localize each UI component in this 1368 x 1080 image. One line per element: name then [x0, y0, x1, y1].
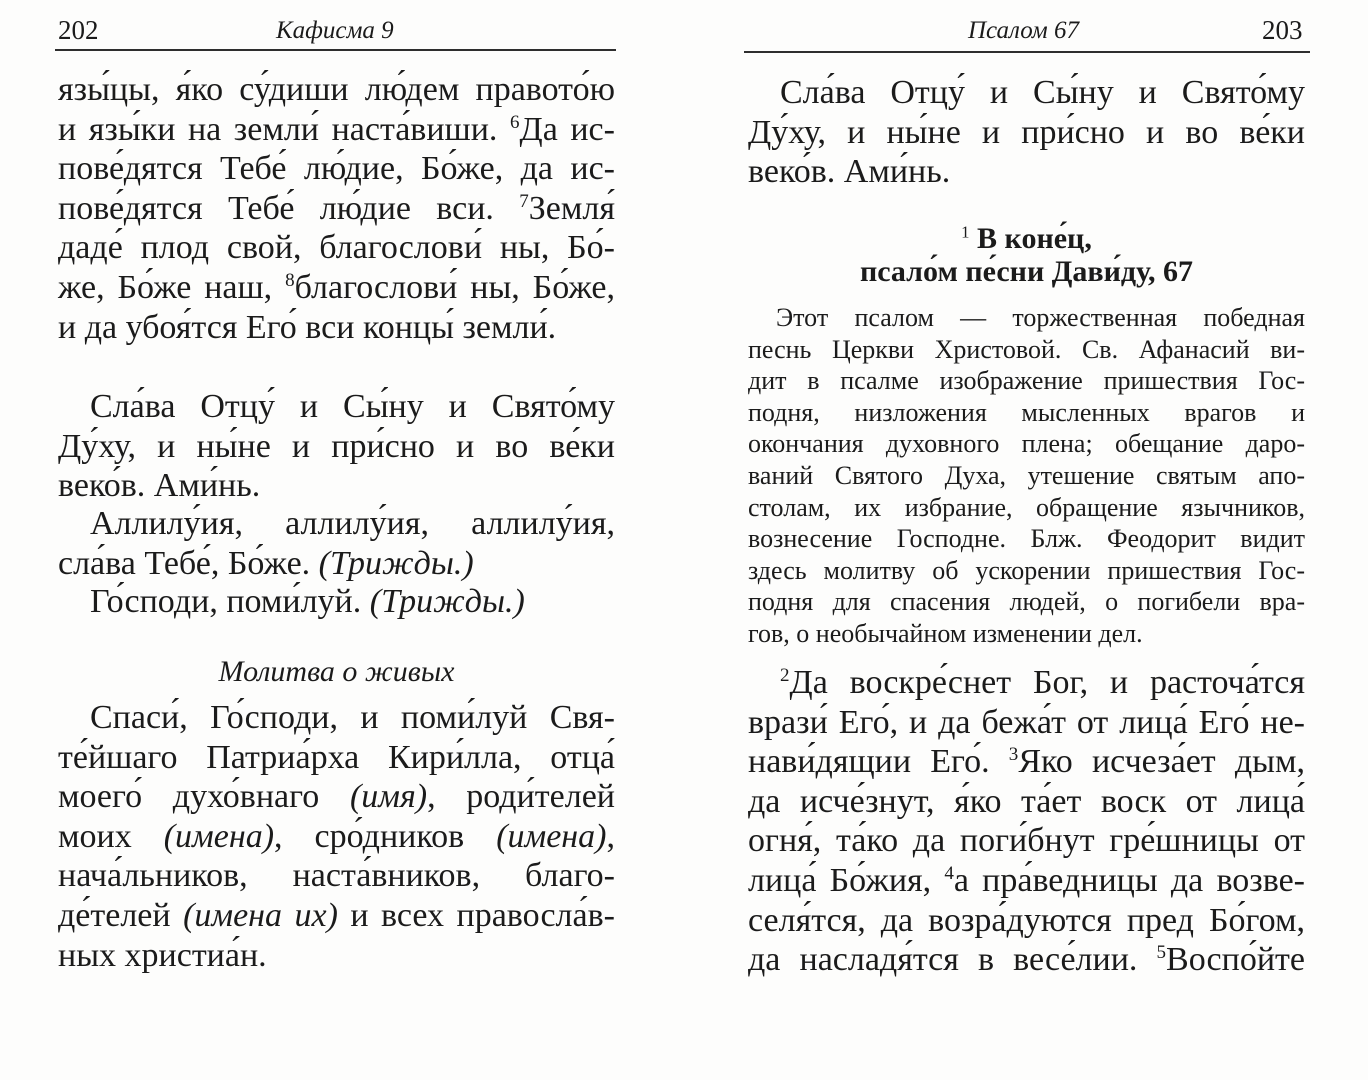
text-segment: Ду́ху, и ны́не и при́сно и во ве́ки [748, 113, 1305, 151]
text-segment: и язы́ки на земли́ наста́виши. [58, 110, 510, 148]
text-line [748, 255, 1305, 288]
text-line [748, 334, 1305, 366]
text-segment: же, Бо́же наш, [58, 268, 286, 306]
doxology-block [748, 73, 1305, 192]
italic-rubric: (имена) [163, 817, 275, 855]
text-segment: врази́ Его́, и да бежа́т от лица́ Его́ не- [748, 703, 1305, 741]
text-segment: Аллилу́ия, аллилу́ия, аллилу́ия, [90, 505, 615, 542]
prayer-title: Молитва о живых [218, 655, 455, 688]
text-segment: селя́тся, да возра́дуются пред Бо́гом, [748, 901, 1305, 939]
text-segment: сла́ва Тебе́, Бо́же. [58, 544, 319, 582]
text-segment: те́йшаго Патриа́рха Кири́лла, отца́ [58, 738, 615, 776]
text-line [58, 70, 615, 110]
page-number: 202 [58, 15, 99, 45]
text-line [748, 703, 1305, 743]
text-segment: Этот псалом — торжественная победная [776, 303, 1305, 332]
text-segment: и всех правосла́в- [337, 896, 615, 934]
text-segment: Сла́ва Отцу́ и Сы́ну и Свято́му [780, 74, 1305, 111]
text-segment: веко́в. Ами́нь. [748, 153, 951, 191]
text-line [748, 742, 1305, 782]
verse-number: 1 [961, 222, 970, 242]
text-segment: подня для спасения людей, о погибели вра- [748, 587, 1305, 617]
text-segment: Да воскре́снет Бог, и расточа́тся [789, 664, 1305, 701]
text-segment: В коне́ц, [969, 222, 1092, 255]
text-line [748, 222, 1305, 255]
page-number: 203 [1262, 15, 1303, 45]
text-segment: столам, их избрание, обращение язычников, [748, 492, 1305, 522]
doxology-block [58, 387, 615, 506]
verse-number: 6 [510, 111, 520, 133]
text-segment: , роди́телей [427, 778, 615, 816]
text-segment: даде́ плод свой, благослови́ ны, Бо́- [58, 229, 615, 267]
text-line [748, 586, 1305, 618]
text-line [748, 782, 1305, 822]
text-line [58, 856, 615, 896]
text-line [58, 777, 615, 817]
text-line [748, 113, 1305, 153]
text-segment: пове́дятся Тебе́ лю́дие, Бо́же, да ис- [58, 150, 615, 188]
text-line [58, 268, 615, 308]
running-head: Псалом 67 [968, 17, 1079, 44]
text-segment: огня́, та́ко да поги́бнут гре́шницы от [748, 822, 1305, 860]
text-segment: Да ис- [519, 110, 615, 148]
text-line [748, 302, 1305, 334]
commentary-block [748, 302, 1305, 650]
header-rule [55, 49, 616, 51]
text-segment: Воспо́йте [1166, 941, 1305, 979]
text-line [748, 397, 1305, 429]
text-segment: псало́м пе́сни Дави́ду, 67 [859, 255, 1194, 288]
text-line [748, 428, 1305, 460]
text-segment: де́телей [58, 896, 184, 934]
text-line [748, 940, 1305, 980]
text-segment: лица́ Бо́жия, [748, 861, 945, 899]
text-line [58, 582, 615, 622]
verse-number: 4 [944, 863, 954, 885]
text-line [58, 504, 615, 544]
text-line [58, 387, 615, 427]
text-segment: Земля́ [528, 189, 615, 227]
running-head: Кафисма 9 [276, 17, 394, 44]
text-segment: Ду́ху, и ны́не и при́сно и во ве́ки [58, 427, 615, 465]
text-segment: а пра́ведницы да возве- [953, 861, 1305, 899]
text-line [58, 427, 615, 467]
alleluia-block [58, 504, 615, 583]
text-line [58, 698, 615, 738]
text-segment: да исче́знут, я́ко та́ет воск от лица́ [748, 782, 1305, 820]
text-line [748, 663, 1305, 703]
prayer-block [58, 698, 615, 975]
header-rule [744, 51, 1310, 53]
italic-rubric: (имена) [496, 817, 607, 855]
italic-rubric: (Трижды.) [318, 544, 474, 582]
verse-number: 7 [519, 190, 529, 212]
text-line [748, 523, 1305, 555]
text-segment: вознесение Господне. Блж. Феодорит видит [748, 524, 1305, 554]
right-page [684, 0, 1368, 1080]
verse-number: 8 [285, 270, 295, 292]
text-segment: , сро́дников [274, 817, 497, 855]
text-line [748, 492, 1305, 524]
text-segment: Спаси́, Го́споди, и поми́луй Свя- [90, 699, 615, 736]
text-line [58, 936, 615, 976]
text-segment: ных христиа́н. [58, 936, 267, 974]
text-line [748, 821, 1305, 861]
verse-number: 3 [1008, 744, 1019, 766]
text-line [748, 555, 1305, 587]
text-segment: веко́в. Ами́нь. [58, 467, 261, 505]
verse-number: 5 [1156, 942, 1167, 964]
text-line [748, 152, 1305, 192]
italic-rubric: (имя) [349, 778, 428, 816]
text-line [748, 618, 1305, 650]
text-segment: пове́дятся Тебе́ лю́дие вси. [58, 189, 520, 227]
text-line [58, 110, 615, 150]
text-segment: язы́цы, я́ко су́диши лю́дем правото́ю [58, 71, 615, 108]
text-segment: дит в псалме изображение пришествия Гос- [748, 366, 1305, 396]
psalm-text-block [748, 663, 1305, 980]
text-segment: Яко исчеза́ет дым, [1018, 743, 1305, 781]
text-segment: окончания духовного плена; обещание даро- [748, 429, 1305, 459]
text-line [58, 228, 615, 268]
text-segment: моих [58, 817, 164, 855]
text-line [58, 817, 615, 857]
text-segment: моего́ духо́внаго [58, 778, 350, 816]
text-line [58, 308, 615, 348]
text-line [58, 544, 615, 584]
text-line [748, 901, 1305, 941]
text-line [748, 861, 1305, 901]
text-line [748, 365, 1305, 397]
text-segment: ваний Святого Духа, утешение святым апо- [748, 460, 1305, 490]
text-segment: нача́льников, наста́вников, благо- [58, 857, 615, 895]
verse-number: 2 [780, 665, 790, 687]
text-segment: благослови́ ны, Бо́же, [294, 268, 615, 306]
text-line [58, 738, 615, 778]
text-line [748, 73, 1305, 113]
text-segment: да насладя́тся в весе́лии. [748, 941, 1157, 979]
text-segment: песнь Церкви Христовой. Св. Афанасий ви- [748, 334, 1305, 364]
italic-rubric: (Трижды.) [369, 583, 525, 620]
text-line [748, 460, 1305, 492]
text-segment: здесь молитву об ускорении пришествия Гос- [748, 555, 1305, 585]
text-line [58, 149, 615, 189]
psalm-text-block [58, 70, 615, 347]
text-segment: , [606, 817, 615, 855]
text-segment: подня, низложения мысленных врагов и [748, 397, 1305, 427]
text-segment: нави́дящии Его́. [748, 743, 1009, 781]
text-line [58, 189, 615, 229]
text-segment: и да убоя́тся Его́ вси концы́ земли́. [58, 308, 557, 346]
italic-rubric: (имена их) [183, 896, 338, 934]
text-line [58, 466, 615, 506]
lord-have-mercy-block [58, 582, 615, 622]
text-segment: гов, о необычайном изменении дел. [748, 618, 1143, 648]
text-segment: Го́споди, поми́луй. [90, 583, 370, 620]
text-segment: Сла́ва Отцу́ и Сы́ну и Свято́му [90, 388, 615, 425]
text-line [58, 896, 615, 936]
psalm-title [748, 222, 1305, 288]
